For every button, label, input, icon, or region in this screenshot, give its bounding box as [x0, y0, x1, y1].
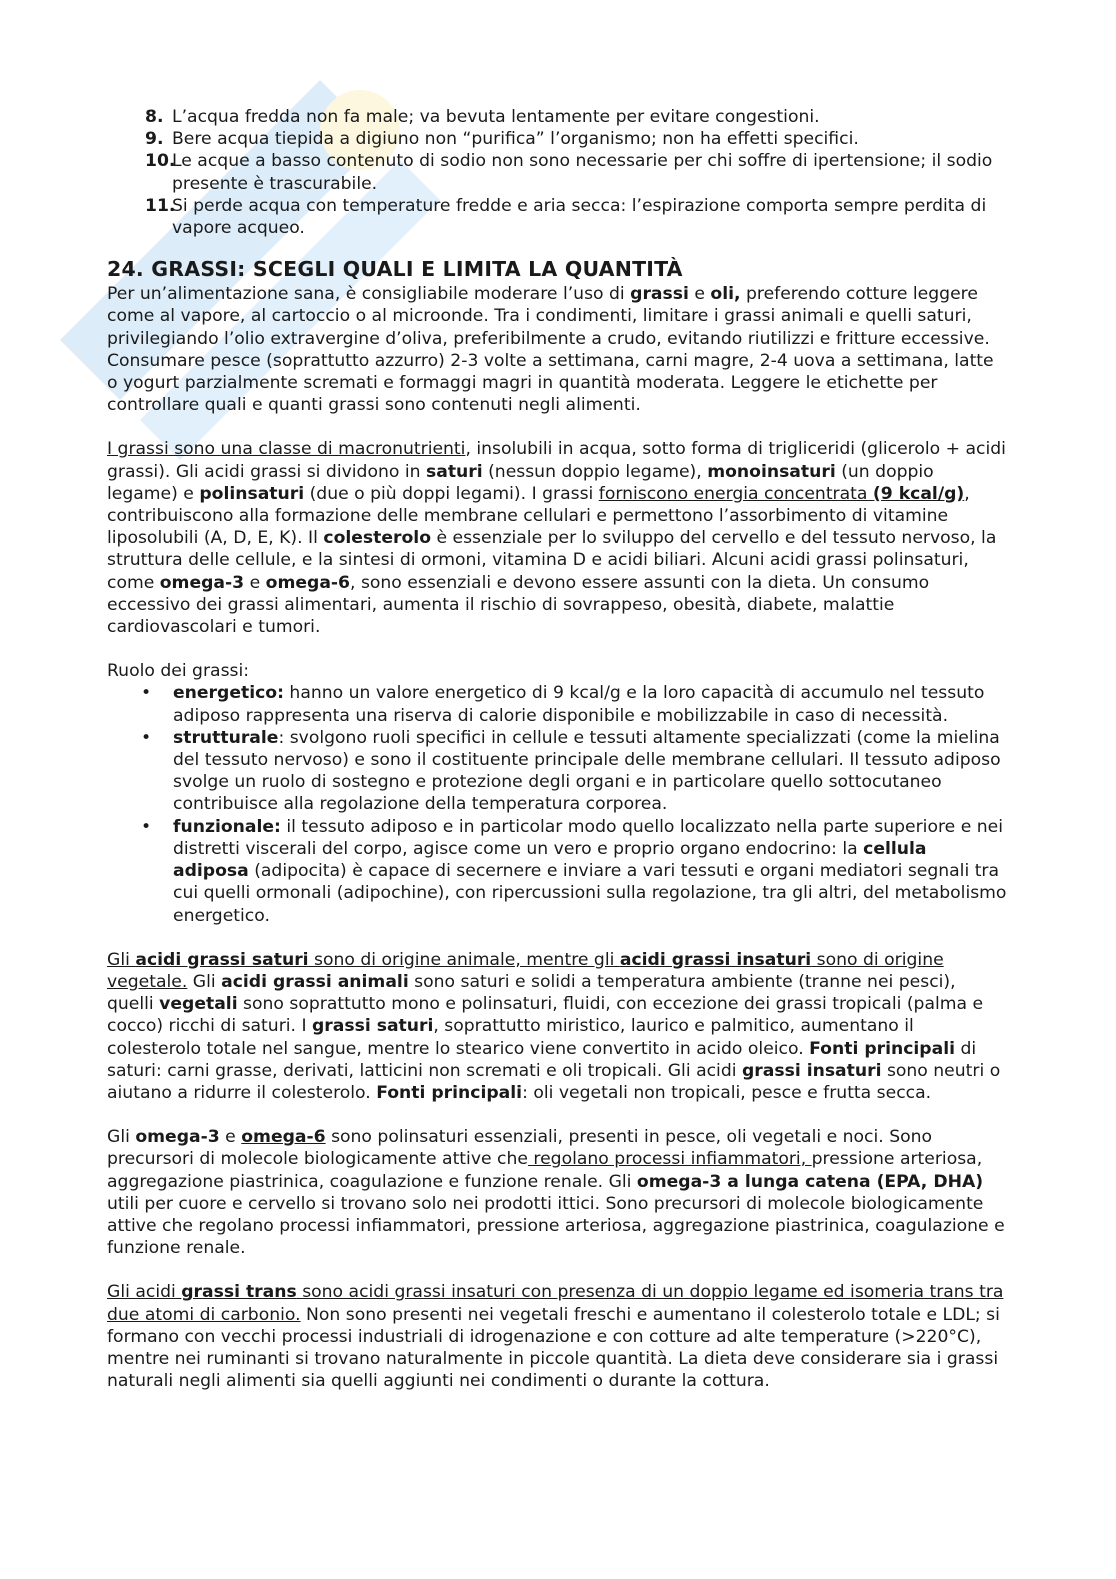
list-number: 10. — [145, 151, 176, 172]
trans-paragraph: Gli acidi grassi trans sono acidi grassi insaturi con presenza di un doppio legame ed isomeria trans tra due atomi di carbonio. Non sono presenti nei vegetali freschi e aumentano il colesterolo totale e LDL; si formano con vecchi processi industriali di idrogenazione e con cotture ad alte temperature (>220°C), mentre nei ruminanti si trovano naturalmente in piccole quantità. La dieta deve considerare sia i grassi naturali negli alimenti sia quelli aggiunti nei condimenti o durante la cottura. — [107, 1282, 1004, 1392]
section-heading: 24. GRASSI: SCEGLI QUALI E LIMITA LA QUANTITÀ — [107, 257, 683, 282]
list-item: • energetico: hanno un valore energetico di 9 kcal/g e la loro capacità di accumulo nel tessuto adiposo rappresenta una riserva di calorie disponibile e mobilizzabile in caso di necessità. — [107, 682, 1007, 726]
list-text: Bere acqua tiepida a digiuno non “purifica” l’organismo; non ha effetti specifici. — [172, 129, 859, 150]
list-item: • strutturale: svolgono ruoli specifici in cellule e tessuti altamente specializzati (come la mielina del tessuto nervoso) e sono il costituente principale delle membrane cellulari. Il tessuto adiposo svolge un ruolo di sostegno e protezione degli organi e in particolare quello sottocutaneo contribuisce alla regolazione della temperatura corporea. — [107, 727, 1007, 816]
document-page — [107, 106, 1007, 1414]
intro-paragraph: Per un’alimentazione sana, è consigliabile moderare l’uso di grassi e oli, preferendo cotture leggere come al vapore, al cartoccio o al microonde. Tra i condimenti, limitare i grassi animali e quelli saturi, privilegiando l’olio extravergine d’oliva, preferibilmente a crudo, evitando riutilizzi e fritture eccessive. Consumare pesce (soprattutto azzurro) 2-3 volte a settimana, carni magre, 2-4 uova a settimana, latte o yogurt parzialmente scremati e formaggi magri in quantità moderata. Leggere le etichette per controllare quali e quanti grassi sono contenuti negli alimenti. — [107, 284, 994, 416]
numbered-list — [107, 106, 1007, 239]
list-text: Si perde acqua con temperature fredde e aria secca: l’espirazione comporta sempre perdita di vapore acqueo. — [172, 195, 987, 239]
ruolo-list — [107, 682, 1007, 926]
saturated-paragraph: Gli acidi grassi saturi sono di origine animale, mentre gli acidi grassi insaturi sono di origine vegetale. Gli acidi grassi animali sono saturi e solidi a temperatura ambiente (tranne nei pesci), quelli vegetali sono soprattutto mono e polinsaturi, fluidi, con eccezione dei grassi tropicali (palma e cocco) ricchi di saturi. I grassi saturi, soprattutto miristico, laurico e palmitico, aumentano il colesterolo totale nel sangue, mentre lo stearico viene convertito in acido oleico. Fonti principali di saturi: carni grasse, derivati, latticini non scremati e oli tropicali. Gli acidi grassi insaturi sono neutri o aiutano a ridurre il colesterolo. Fonti principali: oli vegetali non tropicali, pesce e frutta secca. — [107, 949, 1001, 1103]
list-text: Le acque a basso contenuto di sodio non sono necessarie per chi soffre di ipertensione; il sodio presente è trascurabile. — [172, 151, 993, 194]
ruolo-title: Ruolo dei grassi: — [107, 661, 250, 682]
list-item — [107, 150, 1007, 194]
list-number: 11. — [145, 195, 176, 216]
omega-paragraph: Gli omega-3 e omega-6 sono polinsaturi essenziali, presenti in pesce, oli vegetali e noci. Sono precursori di molecole biologicamente attive che regolano processi infiammatori, pressione arteriosa, aggregazione piastrinica, coagulazione e funzione renale. Gli omega-3 a lunga catena (EPA, DHA) utili per cuore e cervello si trovano solo nei prodotti ittici. Sono precursori di molecole biologicamente attive che regolano processi infiammatori, pressione arteriosa, aggregazione piastrinica, coagulazione e funzione renale. — [107, 1127, 1005, 1259]
list-item: • funzionale: il tessuto adiposo e in particolar modo quello localizzato nella parte superiore e nei distretti viscerali del corpo, agisce come un vero e proprio organo endocrino: la cellula adiposa (adipocita) è capace di secernere e inviare a vari tessuti e organi mediatori segnali tra cui quelli ormonali (adipochine), con ripercussioni sulla regolazione, tra gli altri, del metabolismo energetico. — [107, 816, 1007, 927]
list-item — [107, 128, 1007, 150]
macronutrients-paragraph: I grassi sono una classe di macronutrienti, insolubili in acqua, sotto forma di trigliceridi (glicerolo + acidi grassi). Gli acidi grassi si dividono in saturi (nessun doppio legame), monoinsaturi (un doppio legame) e polinsaturi (due o più doppi legami). I grassi forniscono energia concentrata (9 kcal/g), contribuiscono alla formazione delle membrane cellulari e permettono l’assorbimento di vitamine liposolubili (A, D, E, K). Il colesterolo è essenziale per lo sviluppo del cervello e del tessuto nervoso, la struttura delle cellule, e la sintesi di ormoni, vitamina D e acidi biliari. Alcuni acidi grassi polinsaturi, come omega-3 e omega-6, sono essenziali e devono essere assunti con la dieta. Un consumo eccessivo dei grassi alimentari, aumenta il rischio di sovrappeso, obesità, diabete, malattie cardiovascolari e tumori. — [107, 439, 1006, 638]
list-number: 9. — [145, 129, 164, 150]
list-text: L’acqua fredda non fa male; va bevuta lentamente per evitare congestioni. — [172, 107, 820, 127]
list-item — [107, 195, 1007, 239]
list-item — [107, 106, 1007, 128]
list-number: 8. — [145, 107, 164, 127]
